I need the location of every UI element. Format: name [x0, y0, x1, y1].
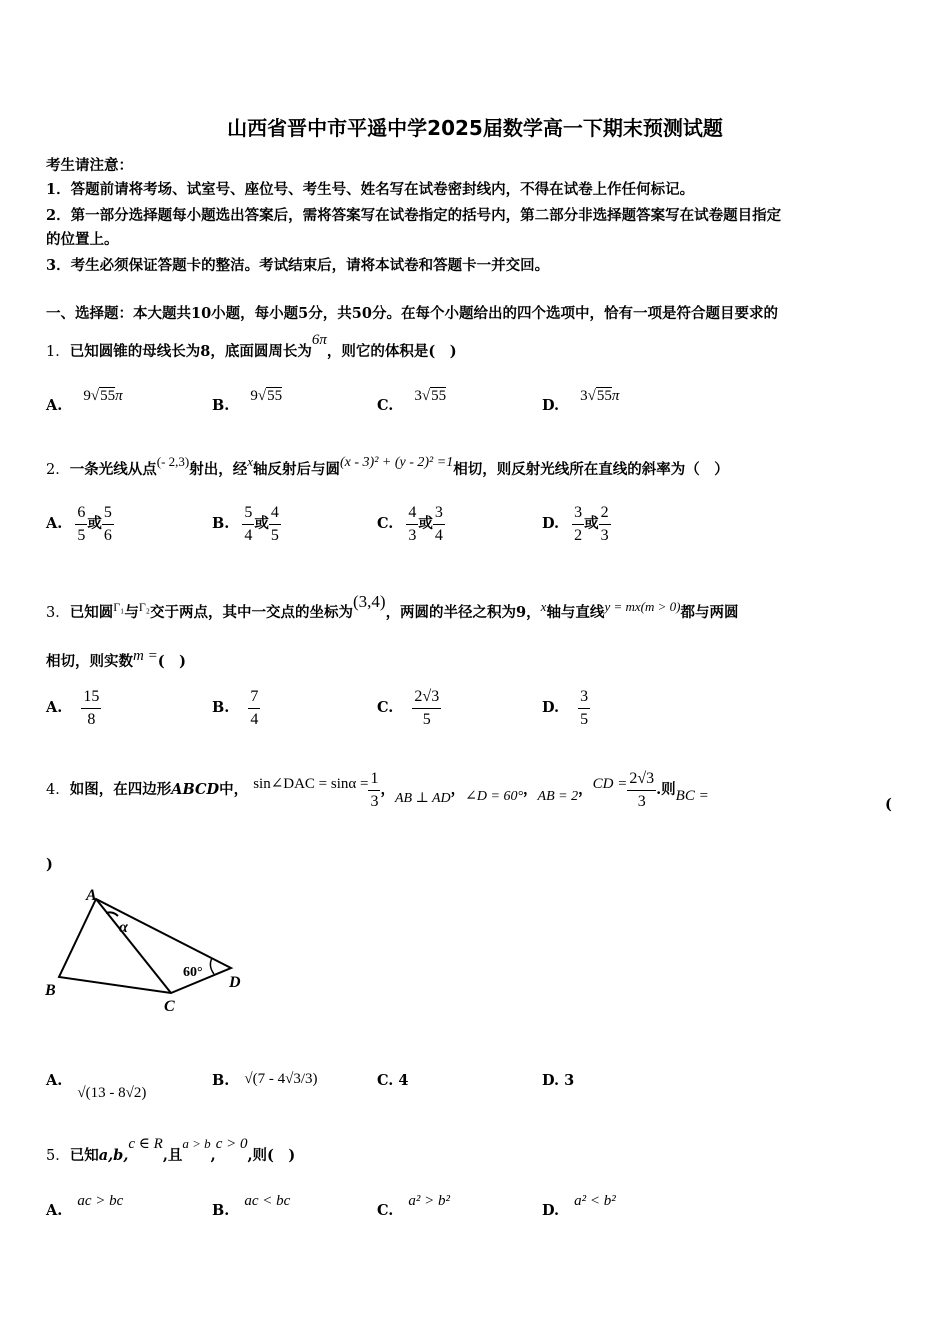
- q3-option-a[interactable]: A. $\frac{15}{8}$: [46, 688, 100, 728]
- q4-option-c[interactable]: C. 4: [377, 1072, 409, 1089]
- q2-option-b[interactable]: B. $\frac{5}{4}$ 或 $\frac{4}{5}$: [212, 504, 279, 544]
- question-4-stem: 4．如图，在四边形ABCD中， sin∠DAC = sinα = $\frac{1}{3}$ ，AB ⊥ AD，∠D = 60°，AB = 2，CD = $\frac{2√3}{3}$ .则BC =: [46, 770, 709, 810]
- notice-line-2a: 2．第一部分选择题每小题选出答案后，需将答案写在试卷指定的括号内，第二部分非选择题答案写在试卷题目指定: [46, 207, 782, 224]
- quadrilateral-figure: [40, 880, 250, 1015]
- notice-line-3: 3．考生必须保证答题卡的整洁。考试结束后，请将本试卷和答题卡一并交回。: [46, 257, 550, 274]
- question-5-stem: 5．已知a,b,c ∈ R,且a > b,c > 0,则( ): [46, 1136, 296, 1164]
- q2-option-a[interactable]: A. $\frac{6}{5}$ 或 $\frac{5}{6}$: [46, 504, 112, 544]
- question-3-stem: 3．已知圆$^{\Gamma_1}$与$^{\Gamma_2}$交于两点，其中一交点的坐标为(3,4)，两圆的半径之积为9，x轴与直线y = mx(m > 0)都与两圆: [46, 592, 739, 621]
- page-title: 山西省晋中市平遥中学2025届数学高一下期末预测试题: [227, 116, 723, 140]
- q3-option-c[interactable]: C. $\frac{2√3}{5}$: [377, 688, 440, 728]
- figure-label-a: A: [86, 887, 97, 904]
- figure-angle-arc: [210, 958, 214, 974]
- q4-close-paren: ): [46, 856, 53, 873]
- figure-label-b: B: [45, 982, 56, 999]
- figure-outline: [59, 899, 231, 993]
- q4-open-paren: (: [885, 796, 892, 813]
- q1-option-c[interactable]: C. 3√55: [377, 388, 447, 414]
- q4-option-a[interactable]: A. √(13 - 8√2): [46, 1072, 147, 1101]
- q5-option-a[interactable]: A. ac > bc: [46, 1193, 124, 1219]
- q2-option-c[interactable]: C. $\frac{4}{3}$ 或 $\frac{3}{4}$: [377, 504, 443, 544]
- question-1-stem: 1．已知圆锥的母线长为8，底面圆周长为6π，则它的体积是( ): [46, 332, 457, 360]
- notice-heading: 考生请注意：: [46, 157, 133, 174]
- question-2-stem: 2．一条光线从点(- 2,3)射出，经x轴反射后与圆(x - 3)² + (y - 2)² =1相切，则反射光线所在直线的斜率为（ ）: [46, 454, 729, 478]
- notice-line-2b: 的位置上。: [46, 231, 119, 248]
- q5-option-c[interactable]: C. a² > b²: [377, 1193, 451, 1219]
- q2-option-d[interactable]: D. $\frac{3}{2}$ 或 $\frac{2}{3}$: [542, 504, 609, 544]
- q4-option-d[interactable]: D. 3: [542, 1072, 575, 1089]
- figure-label-d: D: [229, 974, 241, 991]
- q3-option-d[interactable]: D. $\frac{3}{5}$: [542, 688, 589, 728]
- question-3-stem-cont: 相切，则实数m =( ): [46, 648, 186, 670]
- q1-option-b[interactable]: B. 9√55: [212, 388, 283, 414]
- q1-option-a[interactable]: A. 9√55π: [46, 388, 123, 414]
- section-heading: 一、选择题：本大题共10小题，每小题5分，共50分。在每个小题给出的四个选项中，恰有一项是符合题目要求的: [46, 305, 778, 322]
- q5-option-b[interactable]: B. ac < bc: [212, 1193, 291, 1219]
- figure-label-alpha: α: [119, 919, 128, 936]
- q3-option-b[interactable]: B. $\frac{7}{4}$: [212, 688, 259, 728]
- q4-option-b[interactable]: B. √(7 - 4√3/3): [212, 1071, 318, 1089]
- q1-option-d[interactable]: D. 3√55π: [542, 388, 620, 414]
- figure-label-angle: 60°: [183, 965, 203, 980]
- figure-label-c: C: [164, 998, 175, 1015]
- notice-line-1: 1．答题前请将考场、试室号、座位号、考生号、姓名写在试卷密封线内，不得在试卷上作任何标记。: [46, 181, 695, 198]
- q5-option-d[interactable]: D. a² < b²: [542, 1193, 616, 1219]
